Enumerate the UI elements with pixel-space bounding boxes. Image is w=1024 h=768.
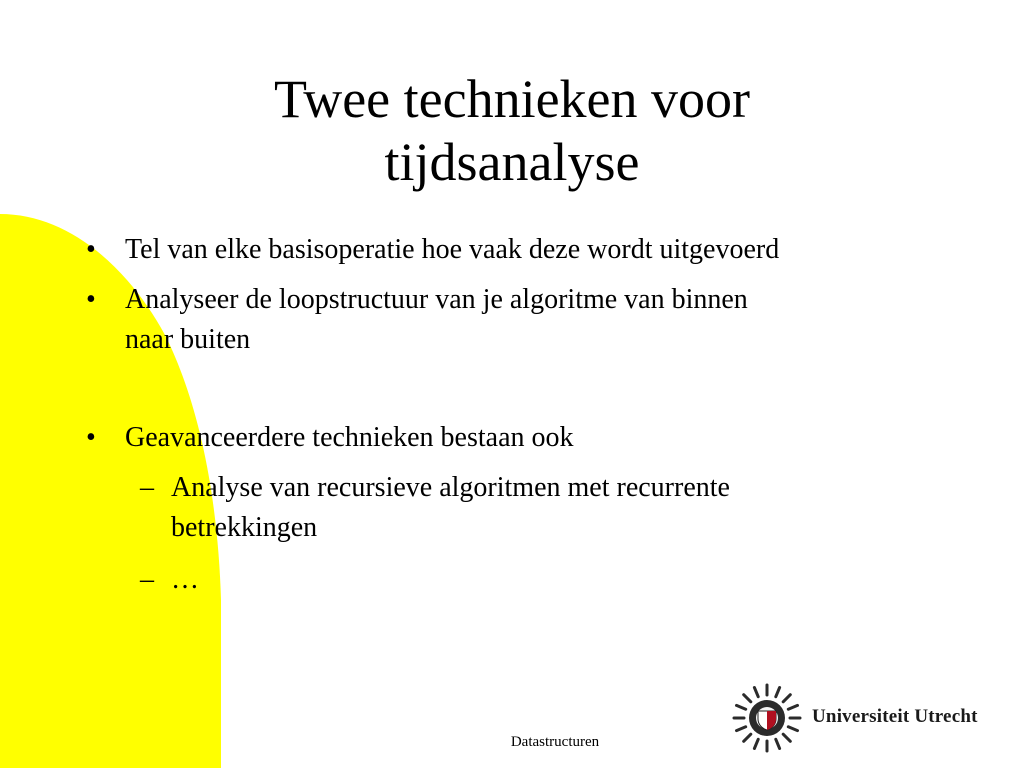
bullet-item-1: Tel van elke basisoperatie hoe vaak deze wordt uitgevoerd	[125, 234, 780, 265]
university-name: Universiteit Utrecht	[812, 706, 978, 727]
bullet-item-3: Geavanceerdere technieken bestaan ook	[125, 422, 574, 453]
sub-item-1-line-2: betrekkingen	[171, 512, 318, 543]
footer-text: Datastructuren	[510, 734, 600, 750]
bullet-item-2-line-1: Analyseer de loopstructuur van je algoritme van binnen	[125, 284, 748, 315]
sub-item-1-line-1: Analyse van recursieve algoritmen met recurrente	[171, 472, 730, 503]
bullet-marker: •	[86, 234, 96, 265]
bullet-marker: •	[86, 284, 96, 315]
sub-bullet-marker: –	[140, 472, 154, 503]
slide-title-line-2: tijdsanalyse	[384, 132, 640, 192]
bullet-item-2-line-2: naar buiten	[125, 324, 251, 355]
bullet-marker: •	[86, 422, 96, 453]
sub-item-2: …	[171, 564, 199, 595]
slide-title-line-1: Twee technieken voor	[273, 69, 750, 129]
university-seal-icon	[731, 682, 803, 754]
sub-bullet-marker: –	[140, 564, 154, 595]
